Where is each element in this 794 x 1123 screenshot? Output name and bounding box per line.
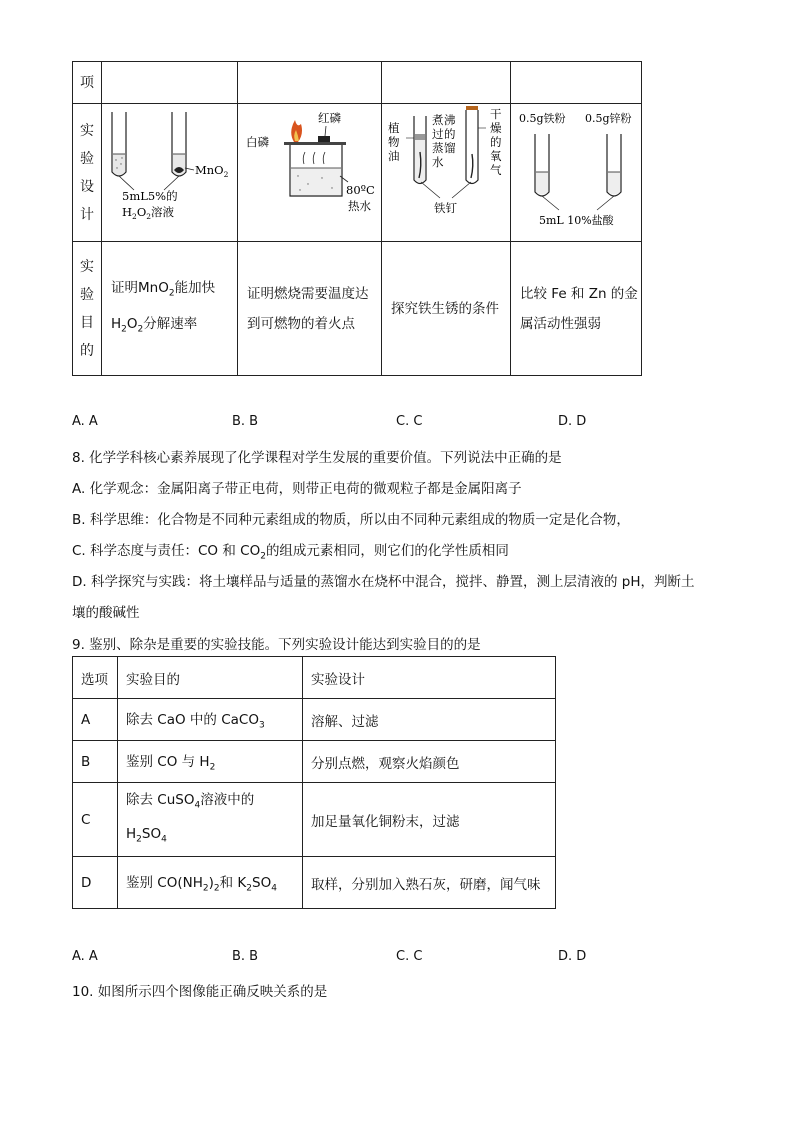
table-row: [73, 62, 642, 104]
purpose-d: 比较 Fe 和 Zn 的金 属活动性强弱: [511, 242, 642, 376]
stopper-icon: [466, 106, 478, 110]
hydrochloric-acid-label: 5mL 10%盐酸: [539, 214, 614, 227]
row-label-char: 计: [80, 206, 94, 223]
boiled-water-label: 水: [432, 155, 444, 169]
figure-b-cell: [238, 104, 382, 242]
row-label-text: 项: [80, 74, 94, 91]
boiled-water-label: 蒸: [432, 141, 444, 155]
table-row: [73, 104, 642, 242]
zinc-powder-label: 0.5g锌粉: [585, 112, 632, 125]
row-label-char: 验: [80, 286, 94, 303]
dry-oxygen-label: 气: [490, 163, 502, 177]
table-row: [73, 783, 556, 857]
experiment-table: [72, 61, 642, 376]
red-phosphorus-icon: [318, 136, 330, 142]
boiled-water-label: 过: [432, 127, 444, 141]
row-design: 溶解、过滤: [303, 699, 556, 741]
row-label-char: 目: [80, 314, 94, 331]
row-purpose: 鉴别 CO 与 $H_2$: [118, 741, 303, 783]
figure-d-cell: [511, 104, 642, 242]
row-design: 取样，分别加入熟石灰，研磨，闻气味: [303, 857, 556, 909]
white-phosphorus-label: 白磷: [246, 135, 269, 149]
purpose-c: 探究铁生锈的条件: [382, 242, 511, 376]
copper-plate: [284, 142, 346, 145]
figure-c-cell: [382, 104, 511, 242]
boiled-water-label: 馏: [444, 141, 456, 155]
row-label-design: [73, 104, 102, 242]
table-row: [73, 741, 556, 783]
mno2-label: MnO$_2$: [195, 163, 229, 179]
row-label-char: 设: [80, 178, 94, 195]
iron-powder-label: 0.5g铁粉: [519, 112, 566, 125]
row-label-char: 验: [80, 150, 94, 167]
h2o2-label: $H_2O_2$溶液: [122, 205, 175, 221]
figure-d-metal-activity: [511, 104, 641, 237]
row-option: C: [73, 783, 118, 857]
red-phosphorus-label: 红磷: [318, 111, 341, 125]
option-d[interactable]: D. D: [558, 949, 587, 964]
option-a[interactable]: A. A: [72, 949, 98, 964]
row-design: 分别点燃，观察火焰颜色: [303, 741, 556, 783]
option-a[interactable]: A. A: [72, 414, 98, 429]
q8-option-b[interactable]: B. 科学思维：化合物是不同种元素组成的物质，所以由不同种元素组成的物质一定是化合物，: [72, 512, 630, 528]
row-purpose: 除去 CuSO$_4$溶液中的 $H_2SO_4$: [118, 783, 303, 857]
q8-option-c[interactable]: C. 科学态度与责任：CO 和 $CO_2$的组成元素相同，则它们的化学性质相同: [72, 543, 509, 562]
row-label-purpose: [73, 242, 102, 376]
row-design: 加足量氧化铜粉末，过滤: [303, 783, 556, 857]
q9-table: [72, 656, 556, 909]
row-option: A: [73, 699, 118, 741]
temperature-label: 80ºC: [346, 183, 375, 197]
row-option: B: [73, 741, 118, 783]
row-option: D: [73, 857, 118, 909]
option-b[interactable]: B. B: [232, 949, 259, 964]
boiled-water-label: 沸: [444, 113, 456, 127]
option-d[interactable]: D. D: [558, 414, 587, 429]
option-b[interactable]: B. B: [232, 414, 259, 429]
boiled-water-label: 煮: [432, 113, 444, 127]
q9-stem: 9. 鉴别、除杂是重要的实验技能。下列实验设计能达到实验目的的是: [72, 637, 481, 653]
purpose-b: 证明燃烧需要温度达 到可燃物的着火点: [238, 242, 382, 376]
table-row: [73, 857, 556, 909]
purpose-a: 证明MnO$_2$能加快 $H_2O_2$分解速率: [102, 242, 238, 376]
header-design: 实验设计: [303, 657, 556, 699]
header-option: 选项: [73, 657, 118, 699]
cell-empty: [382, 62, 511, 104]
q8-option-d-cont: 壤的酸碱性: [72, 605, 140, 621]
table-row: [73, 657, 556, 699]
dry-oxygen-label: 燥: [490, 121, 502, 135]
header-purpose: 实验目的: [118, 657, 303, 699]
cell-empty: [102, 62, 238, 104]
boiled-water-label: 的: [444, 127, 456, 141]
q8-option-a[interactable]: A. 化学观念：金属阳离子带正电荷，则带正电荷的微观粒子都是金属阳离子: [72, 481, 522, 497]
dry-oxygen-label: 氧: [490, 149, 502, 163]
option-c[interactable]: C. C: [396, 949, 423, 964]
dry-oxygen-label: 的: [490, 135, 502, 149]
cell-empty: [238, 62, 382, 104]
row-label-char: 实: [80, 258, 94, 275]
solution-label: 5mL5%的: [122, 189, 178, 203]
figure-a-cell: [102, 104, 238, 242]
q10-stem: 10. 如图所示四个图像能正确反映关系的是: [72, 984, 328, 1000]
row-label-char: 的: [80, 342, 94, 359]
q8-option-d[interactable]: D. 科学探究与实践：将土壤样品与适量的蒸馏水在烧杯中混合，搅拌、静置，测上层清液的 pH，判断土: [72, 574, 695, 590]
iron-nail-label: 铁钉: [434, 201, 457, 215]
row-label-item: [73, 62, 102, 104]
option-c[interactable]: C. C: [396, 414, 423, 429]
oil-label: 植: [388, 121, 400, 135]
row-purpose: 除去 CaO 中的 CaCO$_3$: [118, 699, 303, 741]
oil-label: 物: [388, 135, 400, 149]
dry-oxygen-label: 干: [490, 107, 502, 121]
row-purpose: 鉴别 $CO(NH_2)_2$和 $K_2SO_4$: [118, 857, 303, 909]
cell-empty: [511, 62, 642, 104]
oil-label: 油: [388, 149, 400, 163]
figure-b-combustion: [238, 104, 381, 237]
figure-c-rusting: [382, 104, 510, 237]
table-row: [73, 699, 556, 741]
q8-stem: 8. 化学学科核心素养展现了化学课程对学生发展的重要价值。下列说法中正确的是: [72, 450, 562, 466]
hot-water-label: 热水: [348, 199, 371, 213]
row-label-char: 实: [80, 122, 94, 139]
figure-a-test-tubes: [102, 104, 237, 237]
table-row: [73, 242, 642, 376]
